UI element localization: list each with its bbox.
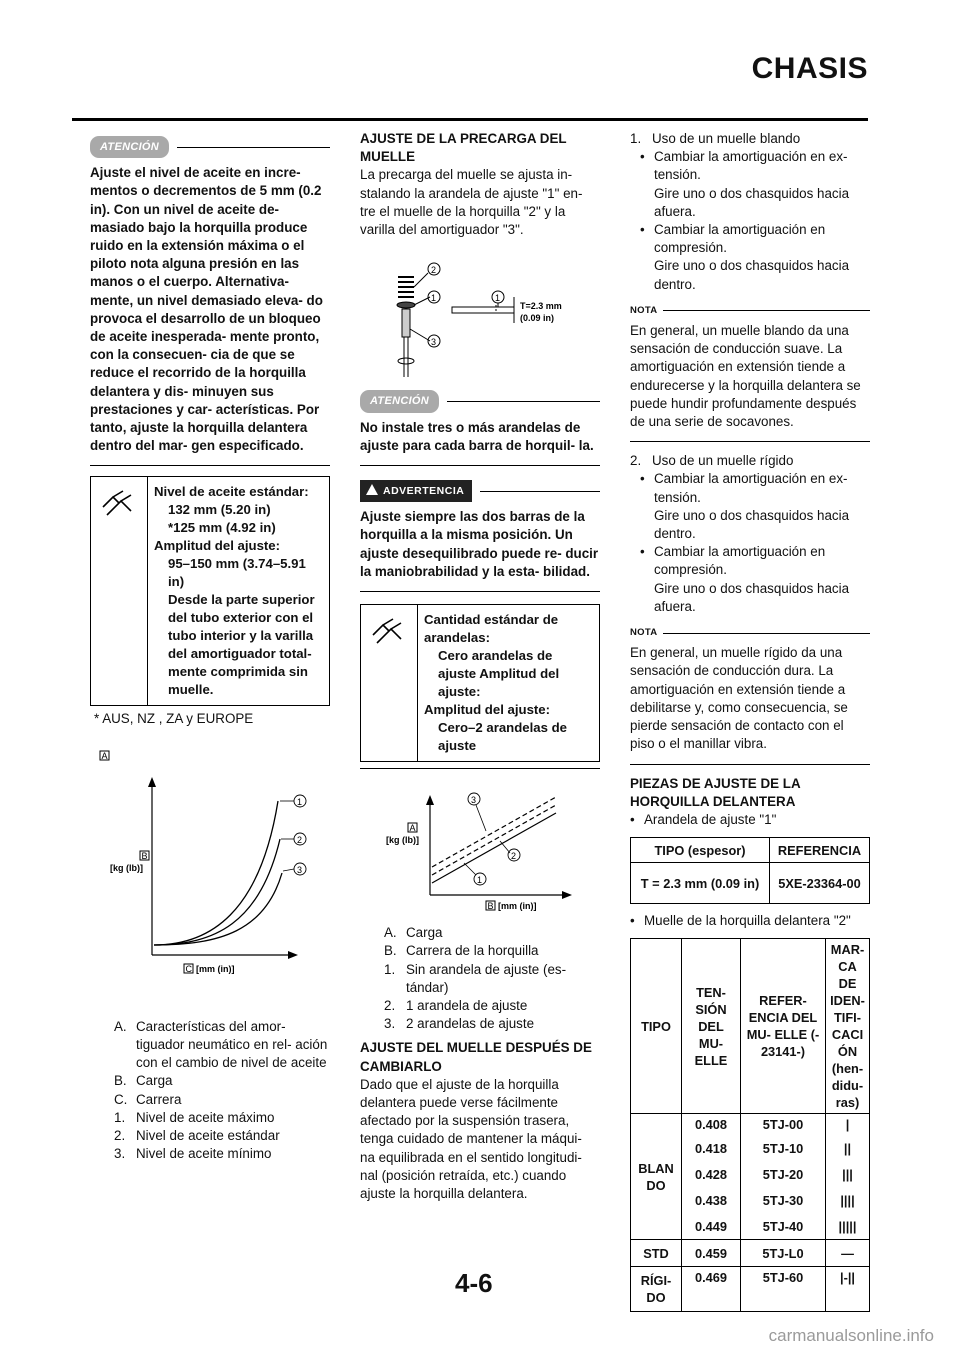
- graph-label-1: 1: [297, 796, 303, 807]
- caution-text: No instale tres o más arandelas de ajuste para cada barra de horquil- la.: [360, 419, 594, 453]
- table-cell: ||: [826, 1135, 870, 1161]
- table-cell: T = 2.3 mm (0.09 in): [631, 863, 770, 904]
- graph2-label-3: 3: [471, 795, 477, 806]
- table-cell: 0.428: [682, 1161, 741, 1187]
- table-header: TEN- SIÓN DEL MU- ELLE: [682, 939, 741, 1114]
- table-row: [631, 1114, 870, 1136]
- warning-icon: [366, 484, 378, 495]
- fig-thickness-in: (0.09 in): [520, 313, 555, 324]
- table-header: MAR- CA DE IDEN- TIFI- CACI ÓN (hen- didu- ras): [826, 939, 870, 1114]
- list-item: 1. Uso de un muelle blando: [630, 131, 801, 146]
- table-cell: 0.438: [682, 1187, 741, 1213]
- spring-table: [630, 938, 870, 1312]
- fig-label-1: 1: [431, 293, 437, 304]
- spec-box: [90, 476, 330, 706]
- footnote: * AUS, NZ , ZA y EUROPE: [94, 711, 254, 727]
- list-item: 2. Uso de un muelle rígido: [630, 453, 794, 469]
- graph2-tag-b: B: [487, 901, 494, 912]
- table-cell: |||||: [826, 1213, 870, 1240]
- spec-line: 95–150 mm (3.74–5.91 in): [168, 556, 306, 590]
- table-cell: 5TJ-40: [741, 1213, 826, 1240]
- graph2-y-label: [kg (lb)]: [386, 835, 419, 846]
- curve-max: [154, 801, 278, 945]
- graph-tag-b: B: [141, 850, 148, 861]
- divider: [90, 465, 330, 466]
- caution-badge: ATENCIÓN: [360, 390, 439, 412]
- graph-label-2: 2: [297, 834, 303, 845]
- warning-header: [360, 480, 600, 502]
- warning-badge: ADVERTENCIA: [360, 480, 472, 502]
- section-heading: AJUSTE DE LA PRECARGA DEL MUELLE: [360, 131, 567, 165]
- caution-badge: ATENCIÓN: [90, 136, 169, 158]
- parts-heading: PIEZAS DE AJUSTE DE LA HORQUILLA DELANTERA: [630, 775, 801, 809]
- table-cell: 0.459: [682, 1240, 741, 1267]
- bullet-item: • Cambiar la amortiguación en ex- tensión.: [640, 149, 848, 183]
- table-cell: 5TJ-30: [741, 1187, 826, 1213]
- spec-line: Desde la parte superior del tubo exterior con el tubo interior y la varilla del amortiguador total- mente comprimida sin muelle.: [168, 592, 315, 698]
- divider: [630, 441, 870, 442]
- bullet-sub: Gire uno o dos chasquidos hacia afuera.: [654, 580, 850, 614]
- table-row: [631, 1267, 870, 1312]
- table-cell: 5TJ-L0: [741, 1240, 826, 1267]
- table-header: REFERENCIA: [770, 838, 870, 863]
- legend-item: A. Carga: [384, 925, 443, 941]
- legend-item: 2. 1 arandela de ajuste: [384, 998, 528, 1014]
- header-rule: [72, 118, 868, 121]
- table-header: REFER- ENCIA DEL MU- ELLE (- 23141-): [741, 939, 826, 1114]
- fig-label-1b: 1: [495, 293, 501, 304]
- bullet-sub: Gire uno o dos chasquidos hacia afuera.: [654, 185, 850, 219]
- fig-label-3: 3: [431, 337, 437, 348]
- graph2-label-1: 1: [477, 875, 483, 886]
- legend-item: C. Carrera: [114, 1091, 182, 1107]
- curve-std: [154, 839, 280, 945]
- section-text-2: Dado que el ajuste de la horquilla delantera puede verse fácilmente afectado por la suspensión trasera, tenga cuidado de mantener la máqui- na equilibrada en el sentido longitudi- nal (posición retraída, etc.) cuando ajuste la horquilla delantera.: [360, 1076, 582, 1202]
- table-cell: |||: [826, 1161, 870, 1187]
- graph2-label-2: 2: [511, 851, 517, 862]
- spec-line: Cantidad estándar de arandelas:: [424, 612, 559, 646]
- caution-header: [360, 390, 600, 412]
- bullet-sub: Gire uno o dos chasquidos hacia dentro.: [654, 258, 850, 292]
- caution-header: [90, 136, 330, 158]
- graph-label-3: 3: [297, 864, 303, 875]
- spec-line: *125 mm (4.92 in): [168, 520, 276, 536]
- spec-body: [148, 477, 329, 705]
- divider: [360, 465, 600, 466]
- spec-line: 132 mm (5.20 in): [168, 502, 271, 518]
- caution-text: Ajuste el nivel de aceite en incre- mentos o decrementos de 5 mm (0.2 in). Con un nivel de aceite de- masiado bajo la horquilla produce ruido en la extensión máxima o el piloto nota alguna presión en las manos o el cuerpo. Alternativa- mente, un nivel demasiado eleva- do provoca el desarrollo de un bloqueo de aceite inesperada- mente pronto, con la consecuen- cia de que se reduce el recorrido de la horquilla delantera y dis- minuyen sus prestaciones y car- acterísticas. Por tanto, ajuste la horquilla delantera dentro del mar- gen especificado.: [90, 165, 323, 454]
- section-intro: La precarga del muelle se ajusta in- stalando la arandela de ajuste "1" en- tre el muelle de la horquilla "2" y la varilla del amortiguador "3".: [360, 167, 583, 238]
- spec-body: [418, 605, 599, 761]
- legend-item: 3. Nivel de aceite mínimo: [114, 1146, 272, 1162]
- table-header: TIPO: [631, 939, 682, 1114]
- fig-thickness: T=2.3 mm: [520, 301, 562, 312]
- table-cell: 5TJ-00: [741, 1114, 826, 1136]
- page-title: CHASIS: [751, 52, 868, 85]
- table-cell: 0.469: [682, 1267, 741, 1312]
- note-text: En general, un muelle rígido da una sensación de conducción dura. La amortiguación en extensión tiende a debilitarse y, como consecuencia, se pierde sensación de contacto con el piso o el manillar vibra.: [630, 645, 848, 752]
- graph-x-label: [mm (in)]: [196, 963, 235, 974]
- legend-left: [90, 1018, 330, 1164]
- note-text: En general, un muelle blando da una sensación de conducción suave. La amortiguación en extensión tiende a endurecerse y la horquilla delantera se puede hundir profundamente después de una serie de socavones.: [630, 323, 861, 430]
- table-cell: 0.418: [682, 1135, 741, 1161]
- divider: [360, 768, 600, 769]
- spec-line: Amplitud del ajuste:: [424, 702, 551, 718]
- spec-line: Cero–2 arandelas de ajuste: [438, 720, 568, 754]
- watermark: carmanualsonline.info: [768, 1326, 934, 1345]
- table-cell: 5TJ-60: [741, 1267, 826, 1312]
- column-middle: [360, 130, 600, 1203]
- table-group: BLAN DO: [631, 1114, 682, 1240]
- legend-item: 3. 2 arandelas de ajuste: [384, 1016, 535, 1032]
- table-cell: 5TJ-20: [741, 1161, 826, 1187]
- page-number: 4-6: [455, 1268, 493, 1298]
- table-cell: —: [826, 1240, 870, 1267]
- column-left: [90, 130, 330, 1163]
- legend-item: 2. Nivel de aceite estándar: [114, 1128, 280, 1144]
- bullet-item: • Arandela de ajuste "1": [630, 811, 777, 827]
- column-right: [630, 130, 870, 1312]
- legend-item: 1. Sin arandela de ajuste (es- tándar): [384, 961, 567, 995]
- legend-item: B. Carga: [114, 1073, 173, 1089]
- table-cell: |: [826, 1114, 870, 1136]
- table-group: RÍGI- DO: [631, 1267, 682, 1312]
- graph-tag-c: C: [185, 963, 192, 974]
- bullet-item: • Cambiar la amortiguación en ex- tensión.: [640, 471, 848, 505]
- spec-line: Amplitud del ajuste:: [154, 538, 281, 554]
- legend-item: A. Características del amor- tiguador neumático en rel- ación con el cambio de nivel de aceite: [114, 1018, 328, 1071]
- table-cell: 5TJ-10: [741, 1135, 826, 1161]
- table-cell: 0.408: [682, 1114, 741, 1136]
- bullet-item: • Muelle de la horquilla delantera "2": [630, 913, 851, 929]
- divider: [630, 764, 870, 765]
- table-cell: |-||: [826, 1267, 870, 1312]
- curve-min: [154, 873, 282, 945]
- legend-item: 1. Nivel de aceite máximo: [114, 1109, 275, 1125]
- spec-box: [360, 604, 600, 762]
- section-heading-2: AJUSTE DEL MUELLE DESPUÉS DE CAMBIARLO: [360, 1040, 592, 1074]
- wrench-icon: [91, 477, 148, 705]
- washer-figure: [360, 249, 600, 379]
- table-cell: ||||: [826, 1187, 870, 1213]
- caution-line: [177, 147, 330, 148]
- bullet-item: • Cambiar la amortiguación en compresión.: [640, 544, 826, 578]
- divider: [360, 591, 600, 592]
- spec-line: Cero arandelas de ajuste Amplitud del ajuste:: [438, 648, 560, 700]
- bullet-sub: Gire uno o dos chasquidos hacia dentro.: [654, 507, 850, 542]
- washer-table: [630, 837, 870, 904]
- bullet-item: • Cambiar la amortiguación en compresión.: [640, 222, 826, 256]
- warning-text: Ajuste siempre las dos barras de la horquilla a la misma posición. Un ajuste desequilibrado puede re- ducir la maniobrabilidad y la esta- bilidad.: [360, 509, 599, 579]
- oil-level-graph: [90, 743, 330, 993]
- note-header: NOTA: [630, 624, 870, 642]
- preload-graph: [360, 783, 600, 913]
- table-cell: 0.449: [682, 1213, 741, 1240]
- graph-tag-a: A: [101, 750, 108, 761]
- graph-y-label: [kg (lb)]: [110, 862, 143, 873]
- wrench-icon: [361, 605, 418, 761]
- graph2-x-label: [mm (in)]: [498, 901, 537, 912]
- graph2-tag-a: A: [409, 823, 416, 834]
- table-cell: 5XE-23364-00: [770, 863, 870, 904]
- table-header: TIPO (espesor): [631, 838, 770, 863]
- spec-line: Nivel de aceite estándar:: [154, 484, 309, 500]
- table-row: [631, 1240, 870, 1267]
- legend-item: B. Carrera de la horquilla: [384, 943, 539, 959]
- table-group: STD: [631, 1240, 682, 1267]
- legend-middle: [360, 924, 600, 1033]
- fig-label-2: 2: [431, 265, 437, 276]
- note-header: NOTA: [630, 302, 870, 320]
